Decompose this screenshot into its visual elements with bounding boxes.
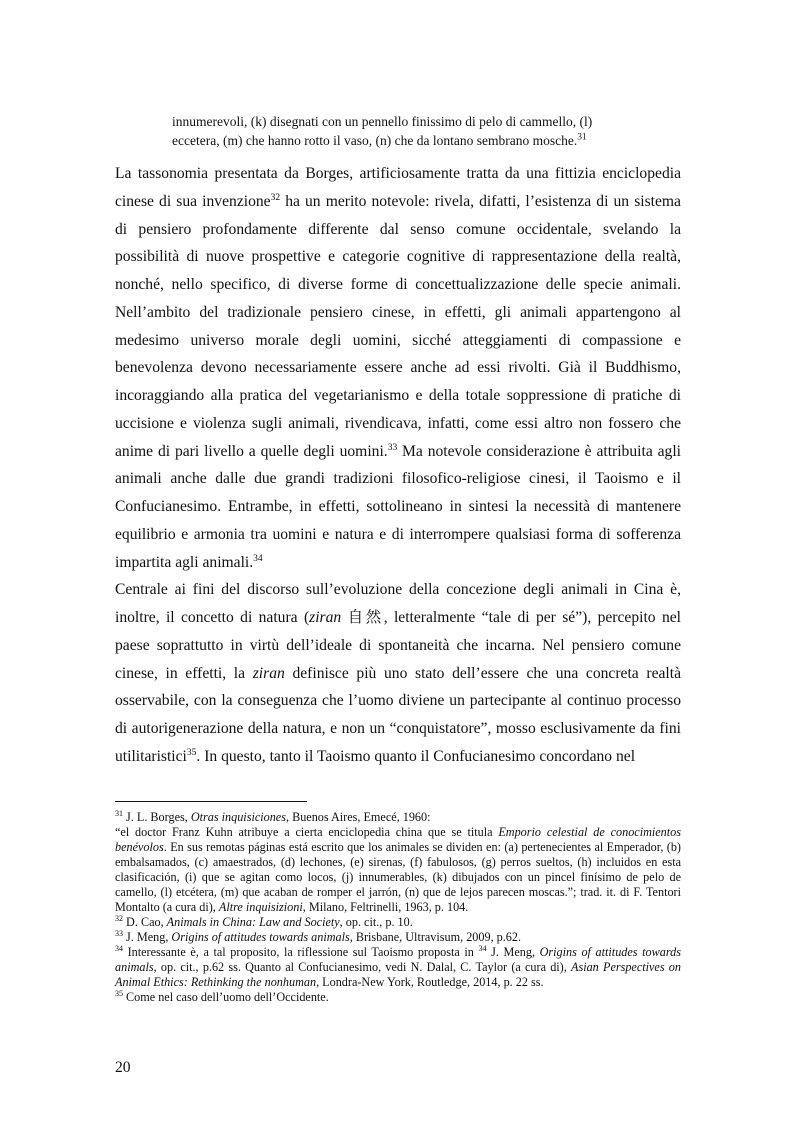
footnote-text: , Brisbane, Ultravisum, 2009, p.62. bbox=[349, 930, 522, 944]
term-ziran-2: ziran bbox=[252, 664, 285, 682]
footnote-text: D. Cao, bbox=[123, 915, 167, 929]
footnote-ref-35[interactable]: 35 bbox=[186, 747, 197, 758]
footnote-separator bbox=[115, 801, 307, 802]
footnote-title: Origins of attitudes towards animals bbox=[171, 930, 350, 944]
term-ziran: ziran bbox=[309, 609, 342, 626]
footnote-ref-31[interactable]: 31 bbox=[577, 132, 587, 143]
footnote-32 bbox=[115, 915, 681, 930]
footnote-ref-34[interactable]: 34 bbox=[253, 553, 263, 564]
footnote-text: J. L. Borges, bbox=[123, 810, 191, 824]
footnote-text: , Buenos Aires, Emecé, 1960: bbox=[285, 810, 431, 824]
footnote-title: Emporio celestial de conocimientos benévolos bbox=[115, 825, 681, 854]
quote-line-2 bbox=[172, 131, 692, 150]
footnote-inner-number: 34 bbox=[478, 943, 487, 953]
footnote-number: 35 bbox=[115, 988, 123, 998]
footnote-text: , op. cit., p. 10. bbox=[339, 915, 413, 929]
paragraph-1 bbox=[115, 160, 681, 576]
footnote-35 bbox=[115, 990, 681, 1005]
footnote-number: 31 bbox=[115, 808, 123, 818]
footnote-title: Origins of attitudes towards animals bbox=[115, 945, 681, 974]
footnote-number: 32 bbox=[115, 913, 123, 923]
footnote-34 bbox=[115, 945, 681, 990]
page-number: 20 bbox=[115, 1059, 131, 1076]
footnote-33 bbox=[115, 930, 681, 945]
footnote-ref-32[interactable]: 32 bbox=[270, 192, 281, 203]
footnote-text: Interessante è, a tal proposito, la riflessione sul Taoismo proposta in bbox=[123, 945, 479, 959]
footnote-text: . En sus remotas páginas está escrito que los animales se dividen en: (a) pertenecientes al Emperador, (b) embalsamados, (c) amaestrados, (d) lechones, (e) sirenas, (f) fabulosos, (g) perros sueltos, (h) incluidos en esta clasificación, (i) que se agitan como locos, (j) innumerables, (k) dibujados con un pincel finísimo de pelo de camello, (l) etcétera, (m) que acaban de romper el jarrón, (n) que de lejos parecen moscas.”; trad. it. di F. Tentori Montalto (a cura di), bbox=[115, 840, 681, 914]
paragraph-1-text-a: La tassonomia presentata da Borges, artificiosamente tratta da una fittizia enciclopedia cinese di sua invenzione bbox=[115, 165, 681, 210]
paragraph-2-text-c: definisce più uno stato dell’essere che una concreta realtà osservabile, con la conseguenza che l’uomo diviene un partecipante al continuo processo di autorigenerazione della natura, e non un “conquistatore”, mosso esclusivamente da fini utilitaristici bbox=[115, 664, 681, 765]
footnote-text: , op. cit., p.62 ss. Quanto al Confucianesimo, vedi N. Dalal, C. Taylor (a cura di), bbox=[153, 960, 572, 974]
footnote-ref-33[interactable]: 33 bbox=[387, 442, 398, 453]
paragraph-2-text-b: 自然, letteralmente “tale di per sé”), percepito nel paese soprattutto in virtù dell’ideale di spontaneità che incarna. Nel pensiero comune cinese, in effetti, la bbox=[115, 609, 681, 682]
footnote-title: Asian Perspectives on Animal Ethics: Rethinking the nonhuman bbox=[115, 960, 681, 989]
footnotes bbox=[115, 810, 681, 1005]
footnote-title: Otras inquisiciones bbox=[190, 810, 286, 824]
footnote-title: Altre inquisizioni bbox=[218, 900, 303, 914]
footnote-text: , Milano, Feltrinelli, 1963, p. 104. bbox=[302, 900, 469, 914]
quote-line-2-text: eccetera, (m) che hanno rotto il vaso, (n) che da lontano sembrano mosche. bbox=[172, 133, 578, 148]
paragraph-1-text-b: ha un merito notevole: rivela, difatti, l’esistenza di un sistema di pensiero profondamente differente dal senso comune occidentale, svelando la possibilità di nuove prospettive e categorie cognitive di rappresentazione della realtà, nonché, nello specifico, di diverse forme di concettualizzazione delle specie animali. Nell’ambito del tradizionale pensiero cinese, in effetti, gli animali appartengono al medesimo universo morale degli uomini, sicché atteggiamenti di compassione e benevolenza devono necessariamente essere anche ad essi rivolti. Già il Buddhismo, incoraggiando alla pratica del vegetarianismo e della totale soppressione di pratiche di uccisione e violenza sugli animali, rivendicava, infatti, come essi altro non fossero che anime di pari livello a quelle degli uomini. bbox=[115, 192, 681, 460]
footnote-text: , Londra-New York, Routledge, 2014, p. 22 ss. bbox=[316, 975, 544, 989]
paragraph-2 bbox=[115, 576, 681, 770]
quote-line-1: innumerevoli, (k) disegnati con un pennello finissimo di pelo di cammello, (l) bbox=[172, 114, 593, 129]
paragraph-1-text-c: Ma notevole considerazione è attribuita agli animali anche dalle due grandi tradizioni filosofico-religiose cinesi, il Taoismo e il Confucianesimo. Entrambe, in effetti, sottolineano in sintesi la necessità di mantenere equilibrio e armonia tra uomini e natura e di interrompere qualsiasi forma di sofferenza impartita agli animali. bbox=[115, 442, 681, 571]
footnote-text: Come nel caso dell’uomo dell’Occidente. bbox=[123, 990, 329, 1004]
footnote-number: 34 bbox=[115, 943, 123, 953]
footnote-title: Animals in China: Law and Society bbox=[166, 915, 340, 929]
footnote-text: J. Meng, bbox=[486, 945, 540, 959]
footnote-31 bbox=[115, 810, 681, 915]
paragraph-2-text-d: . In questo, tanto il Taoismo quanto il Confucianesimo concordano nel bbox=[196, 747, 636, 765]
block-quote bbox=[172, 112, 692, 150]
body-text bbox=[115, 160, 681, 771]
footnote-text: “el doctor Franz Kuhn atribuye a cierta enciclopedia china que se titula bbox=[115, 825, 499, 839]
footnote-text: J. Meng, bbox=[123, 930, 172, 944]
paragraph-2-text-a: Centrale ai fini del discorso sull’evoluzione della concezione degli animali in Cina è, inoltre, il concetto di natura ( bbox=[115, 581, 681, 626]
footnote-number: 33 bbox=[115, 928, 123, 938]
